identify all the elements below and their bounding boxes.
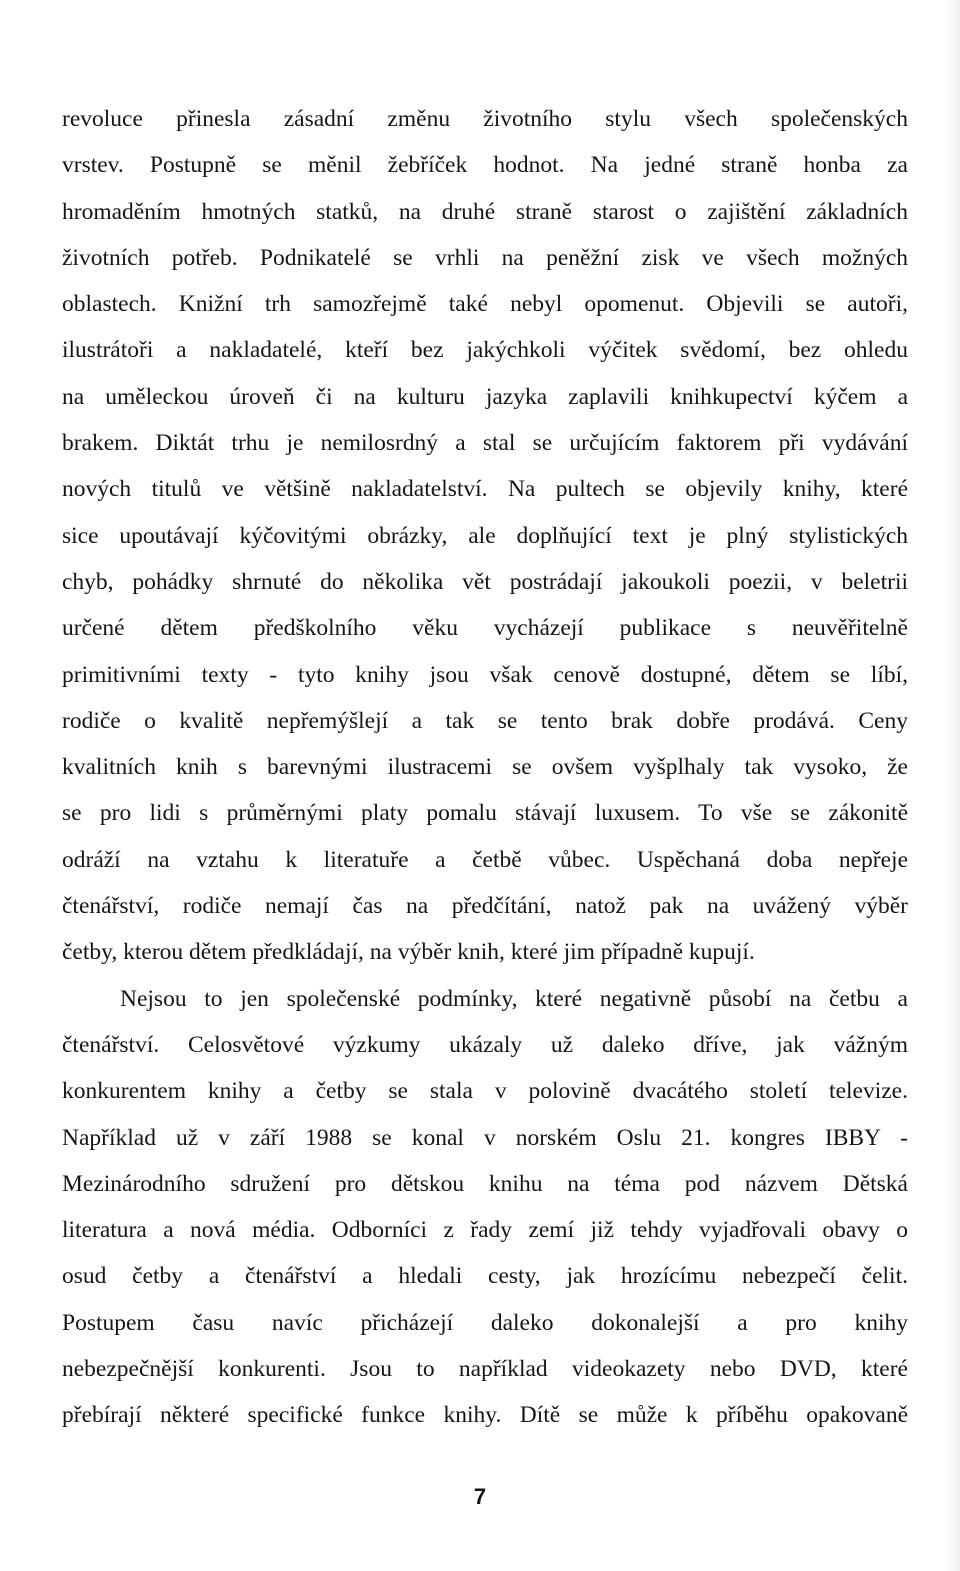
body-text [62, 96, 908, 1439]
text-line: nových titulů ve většině nakladatelství. Na pultech se objevily knihy, které [62, 476, 908, 503]
text-line: Postupem času navíc přicházejí daleko dokonalejší a pro knihy [62, 1309, 908, 1336]
text-line: primitivními texty - tyto knihy jsou však cenově dostupné, dětem se líbí, [62, 661, 908, 688]
text-line: brakem. Diktát trhu je nemilosrdný a stal se určujícím faktorem při vydávání [62, 430, 908, 457]
text-line: rodiče o kvalitě nepřemýšlejí a tak se tento brak dobře prodává. Ceny [62, 707, 908, 734]
text-line: sice upoutávají kýčovitými obrázky, ale doplňující text je plný stylistických [62, 522, 908, 549]
text-line: revoluce přinesla zásadní změnu životního stylu všech společenských [62, 106, 908, 132]
text-line: konkurentem knihy a četby se stala v polovině dvacátého století televize. [62, 1078, 908, 1105]
text-line: hromaděním hmotných statků, na druhé straně starost o zajištění základních [62, 198, 908, 225]
page-edge-shadow [946, 0, 960, 1571]
text-line: se pro lidi s průměrnými platy pomalu stávají luxusem. To vše se zákonitě [62, 800, 908, 827]
text-line: osud četby a čtenářství a hledali cesty, jak hrozícímu nebezpečí čelit. [62, 1263, 908, 1290]
text-line: určené dětem předškolního věku vycházejí publikace s neuvěřitelně [62, 615, 908, 642]
text-line: chyb, pohádky shrnuté do několika vět postrádají jakoukoli poezii, v beletrii [62, 568, 908, 595]
text-line: kvalitních knih s barevnými ilustracemi se ovšem vyšplhaly tak vysoko, že [62, 754, 908, 781]
text-line: přebírají některé specifické funkce knihy. Dítě se může k příběhu opakovaně [62, 1402, 908, 1429]
text-line: Mezinárodního sdružení pro dětskou knihu na téma pod názvem Dětská [62, 1170, 908, 1197]
text-line: životních potřeb. Podnikatelé se vrhli na peněžní zisk ve všech možných [62, 244, 908, 271]
page-number: 7 [473, 1484, 487, 1509]
text-line: literatura a nová média. Odborníci z řady zemí již tehdy vyjadřovali obavy o [62, 1217, 908, 1244]
text-line: nebezpečnější konkurenti. Jsou to například videokazety nebo DVD, které [62, 1356, 908, 1383]
text-line: vrstev. Postupně se měnil žebříček hodnot. Na jedné straně honba za [62, 152, 908, 179]
text-line: Například už v září 1988 se konal v norském Oslu 21. kongres IBBY - [62, 1124, 908, 1151]
text-line: na uměleckou úroveň či na kulturu jazyka zaplavili knihkupectví kýčem a [62, 383, 908, 410]
text-line: oblastech. Knižní trh samozřejmě také nebyl opomenut. Objevili se autoři, [62, 291, 908, 318]
text-line: čtenářství. Celosvětové výzkumy ukázaly už daleko dříve, jak vážným [62, 1031, 908, 1058]
text-line: odráží na vztahu k literatuře a četbě vůbec. Uspěchaná doba nepřeje [62, 846, 908, 873]
text-line: čtenářství, rodiče nemají čas na předčítání, natož pak na uvážený výběr [62, 893, 908, 920]
paragraph-last-line: četby, kterou dětem předkládají, na výběr knih, které jim případně kupují. [62, 939, 755, 966]
text-line: ilustrátoři a nakladatelé, kteří bez jakýchkoli výčitek svědomí, bez ohledu [62, 337, 908, 364]
paragraph-first-line: Nejsou to jen společenské podmínky, které negativně působí na četbu a [120, 985, 908, 1012]
